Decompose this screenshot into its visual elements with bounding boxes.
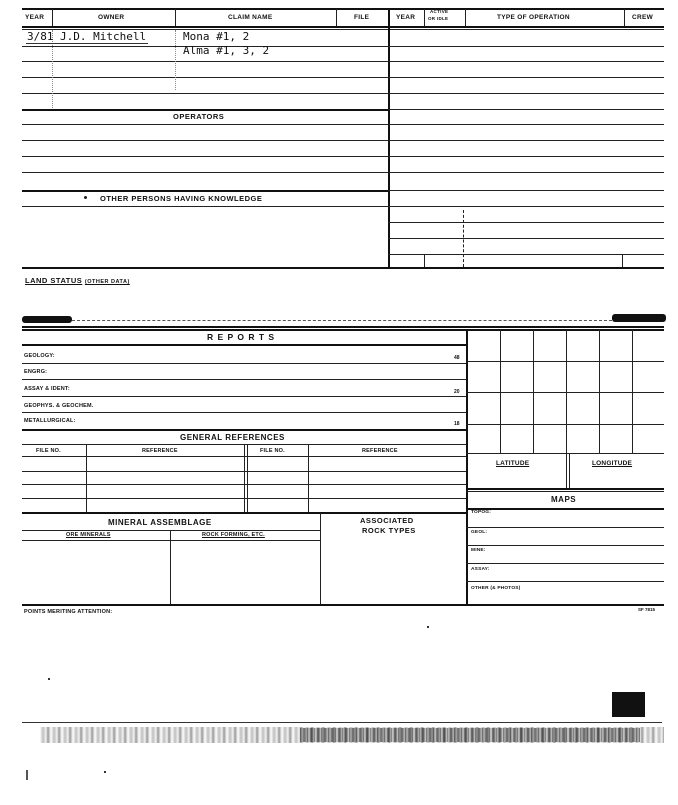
report-metallurgical: METALLURGICAL: xyxy=(24,418,76,424)
ref-reference-2: REFERENCE xyxy=(362,448,398,454)
operators-heading: OPERATORS xyxy=(173,112,225,121)
col-claim-name: CLAIM NAME xyxy=(228,14,273,21)
rock-forming-label: ROCK FORMING, ETC. xyxy=(202,532,265,538)
form-code: SF 7815 xyxy=(638,607,656,612)
longitude-label: LONGITUDE xyxy=(592,460,633,467)
scan-speck-4 xyxy=(26,770,28,780)
black-block xyxy=(612,692,645,717)
col-or-idle: OR IDLE xyxy=(428,16,449,21)
maps-topog: TOPOG: xyxy=(471,510,492,515)
maps-geol: GEOL: xyxy=(471,530,488,535)
report-geology-num: 48 xyxy=(454,355,460,361)
col-crew: CREW xyxy=(632,14,654,21)
bullet-dot xyxy=(84,196,87,199)
associated-heading-1: ASSOCIATED xyxy=(360,516,414,525)
report-geology: GEOLOGY: xyxy=(24,353,55,359)
report-metallurgical-num: 18 xyxy=(454,421,460,427)
mineral-assemblage-heading: MINERAL ASSEMBLAGE xyxy=(108,518,212,527)
maps-assay: ASSAY: xyxy=(471,567,490,572)
report-assay: ASSAY & IDENT: xyxy=(24,386,70,392)
ref-file-no-1: FILE NO. xyxy=(36,448,61,454)
ref-file-no-2: FILE NO. xyxy=(260,448,285,454)
scan-speck-2 xyxy=(427,626,429,628)
maps-other: OTHER (& PHOTOS) xyxy=(471,586,521,591)
entry-date: 3/81 xyxy=(27,30,54,43)
col-year-2: YEAR xyxy=(396,14,416,21)
col-active: ACTIVE xyxy=(430,9,449,14)
ref-reference-1: REFERENCE xyxy=(142,448,178,454)
smudge-right xyxy=(612,314,666,322)
col-file: FILE xyxy=(354,14,370,21)
col-type-of-operation: TYPE OF OPERATION xyxy=(497,14,570,21)
scan-smear-dark xyxy=(300,728,640,742)
reports-heading: R E P O R T S xyxy=(207,332,276,342)
maps-heading: MAPS xyxy=(551,495,577,504)
other-persons-heading: OTHER PERSONS HAVING KNOWLEDGE xyxy=(100,194,263,203)
ore-minerals-label: ORE MINERALS xyxy=(66,532,111,538)
report-assay-num: 20 xyxy=(454,389,460,395)
entry-owner: J.D. Mitchell xyxy=(60,30,147,43)
maps-mine: MINE: xyxy=(471,548,486,553)
scan-speck-1 xyxy=(48,678,50,680)
report-geophys: GEOPHYS. & GEOCHEM. xyxy=(24,403,94,409)
report-engrg: ENGRG: xyxy=(24,369,48,375)
points-meriting-attention: POINTS MERITING ATTENTION: xyxy=(24,609,113,615)
associated-heading-2: ROCK TYPES xyxy=(362,526,416,535)
entry-claim-line-2: Alma #1, 3, 2 xyxy=(183,44,270,57)
smudge-left xyxy=(22,316,72,323)
latitude-label: LATITUDE xyxy=(496,460,530,467)
scan-speck-3 xyxy=(104,771,106,773)
general-references-heading: GENERAL REFERENCES xyxy=(180,433,285,442)
land-status-heading: LAND STATUS (OTHER DATA) xyxy=(25,276,130,285)
entry-claim-line-1: Mona #1, 2 xyxy=(183,30,250,43)
col-owner: OWNER xyxy=(98,14,125,21)
col-year: YEAR xyxy=(25,14,45,21)
